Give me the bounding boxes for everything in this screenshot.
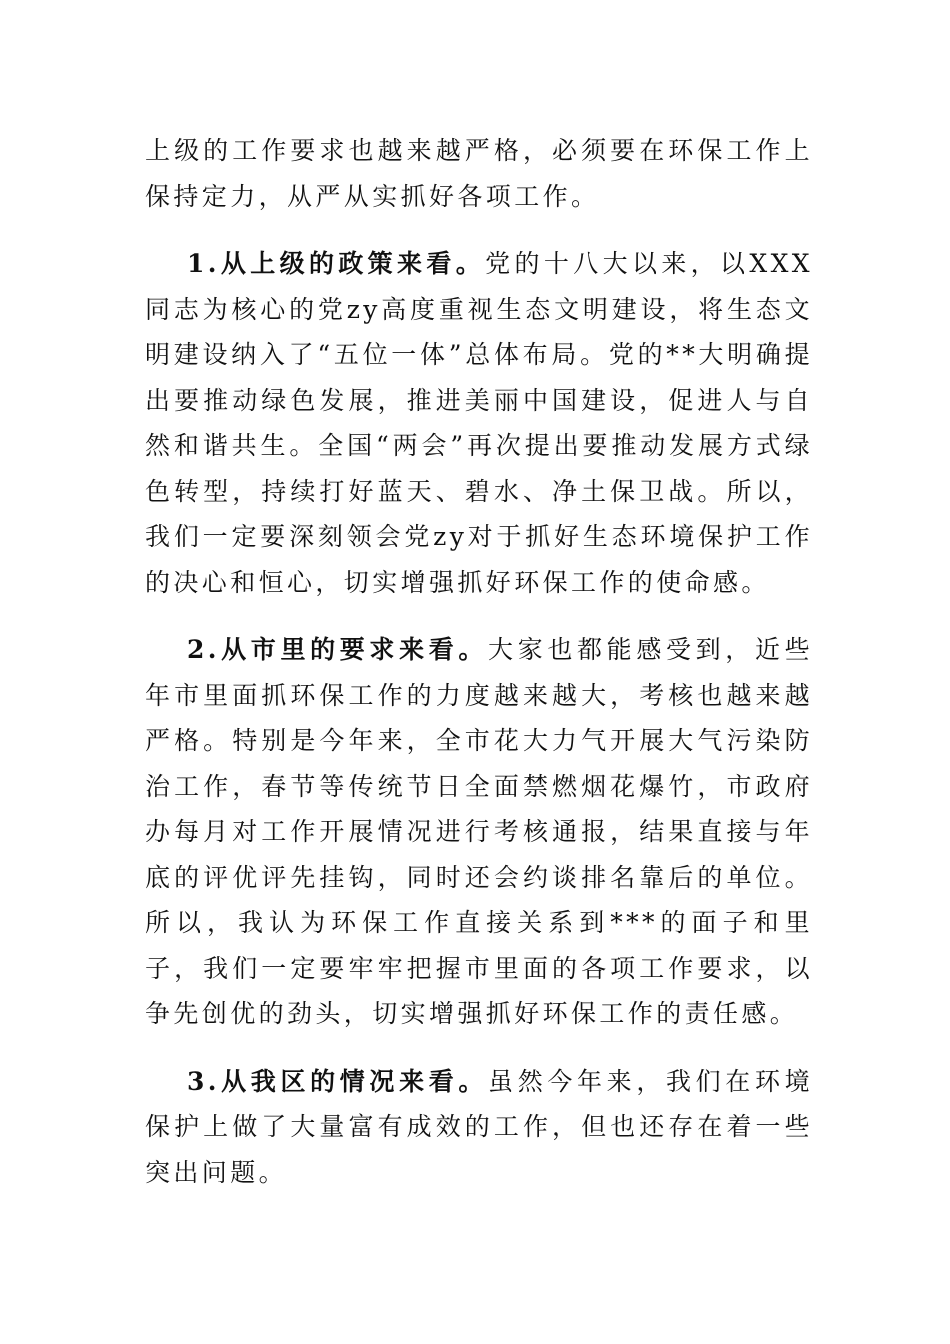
section-heading: 2.从市里的要求来看。 — [187, 635, 489, 664]
paragraph-section-1 — [145, 241, 813, 605]
paragraph-text: 大家也都能感受到，近些年市里面抓环保工作的力度越来越大，考核也越来越严格。特别是今年来，全市花大力气开展大气污染防治工作，春节等传统节日全面禁燃烟花爆竹，市政府办每月对工作开展情况进行考核通报，结果直接与年底的评优评先挂钩，同时还会约谈排名靠后的单位。所以，我认为环保工作直接关系到***的面子和里子，我们一定要牢牢把握市里面的各项工作要求，以争先创优的劲头，切实增强抓好环保工作的责任感。 — [145, 635, 813, 1028]
document-body — [145, 128, 813, 1195]
paragraph-continuation — [145, 128, 813, 219]
section-heading: 3.从我区的情况来看。 — [187, 1066, 489, 1096]
paragraph-text: 上级的工作要求也越来越严格，必须要在环保工作上保持定力，从严从实抓好各项工作。 — [145, 136, 813, 211]
paragraph-text: 虽然今年来，我们在环境保护上做了大量富有成效的工作，但也还存在着一些突出问题。 — [145, 1066, 813, 1187]
paragraph-text: 党的十八大以来，以XXX同志为核心的党zy高度重视生态文明建设，将生态文明建设纳入了“五位一体”总体布局。党的**大明确提出要推动绿色发展，推进美丽中国建设，促进人与自然和谐共生。全国“两会”再次提出要推动发展方式绿色转型，持续打好蓝天、碧水、净土保卫战。所以，我们一定要深刻领会党zy对于抓好生态环境保护工作的决心和恒心，切实增强抓好环保工作的使命感。 — [145, 249, 814, 597]
paragraph-section-2 — [145, 627, 813, 1037]
section-heading: 1.从上级的政策来看。 — [187, 249, 486, 278]
paragraph-section-3 — [145, 1059, 813, 1196]
